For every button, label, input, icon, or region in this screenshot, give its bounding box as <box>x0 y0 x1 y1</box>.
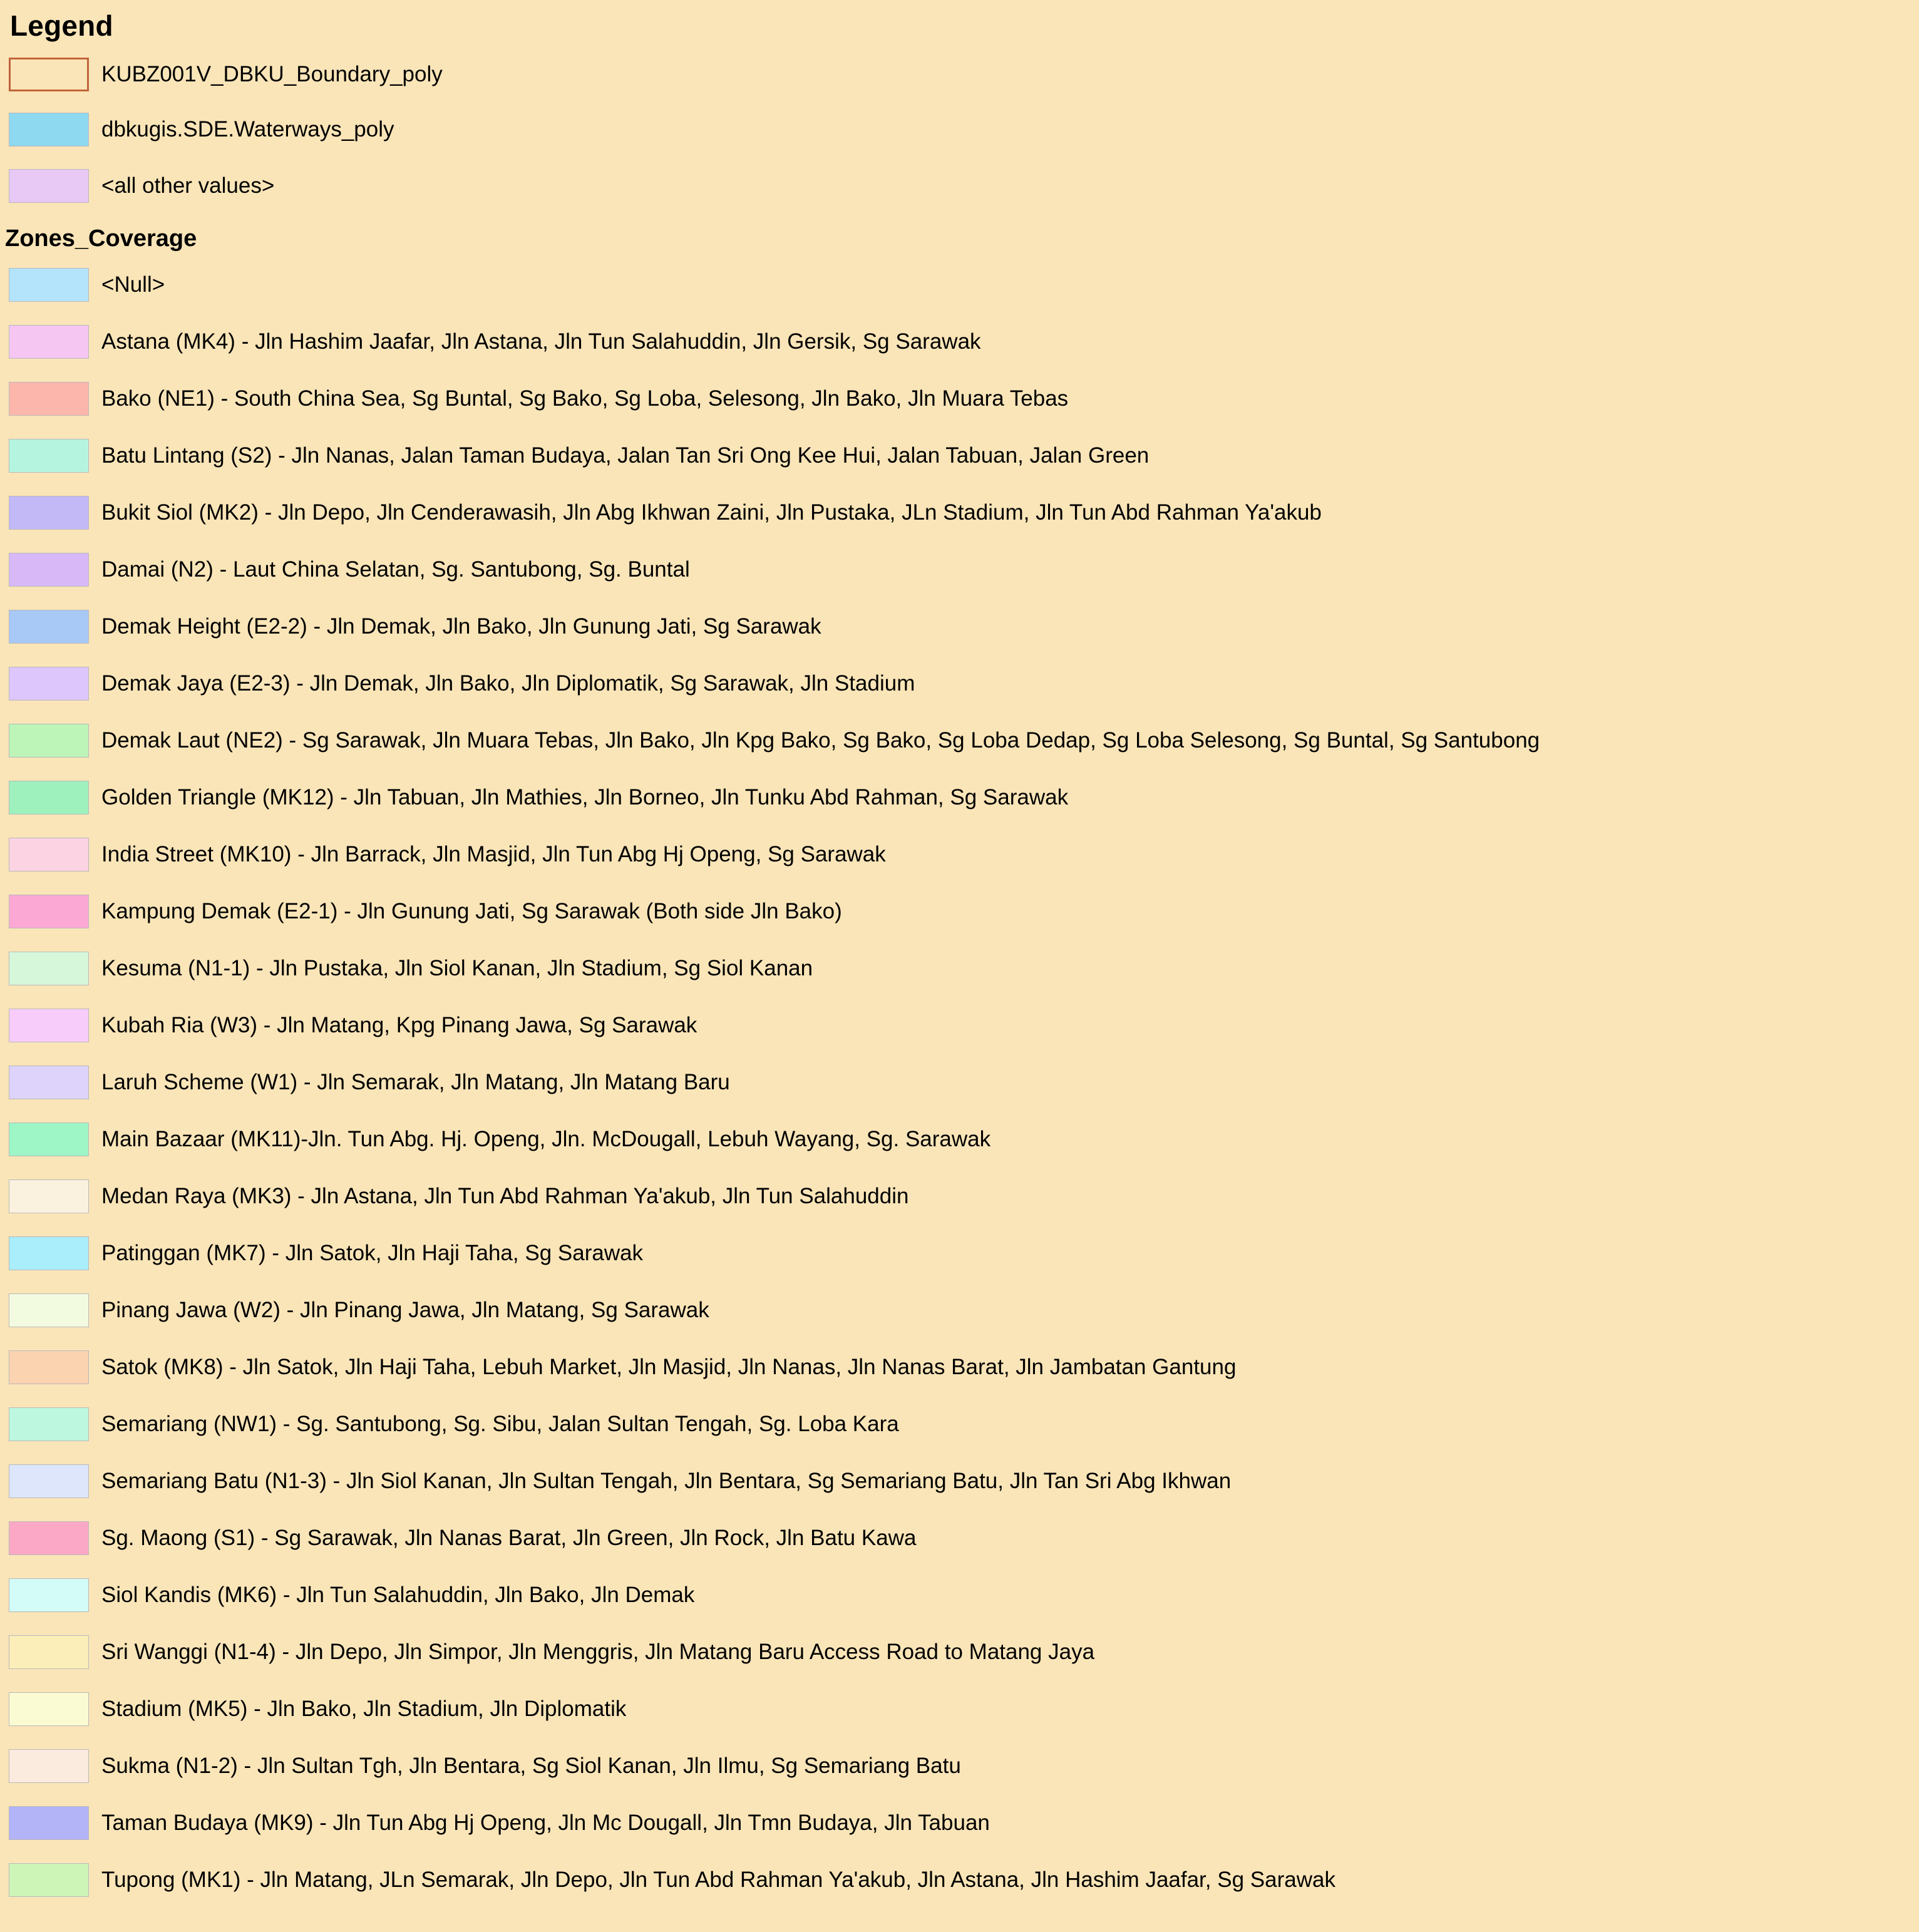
legend-item[interactable] <box>0 427 1919 484</box>
legend-item-label: Semariang (NW1) - Sg. Santubong, Sg. Sibu, Jalan Sultan Tengah, Sg. Loba Kara <box>101 1411 899 1436</box>
legend-item[interactable] <box>0 655 1919 712</box>
legend-swatch <box>9 1066 89 1099</box>
legend-swatch <box>9 1749 89 1783</box>
legend-item[interactable] <box>0 1851 1919 1908</box>
legend-swatch <box>9 1407 89 1441</box>
legend-swatch <box>9 268 89 302</box>
legend-item-label: Patinggan (MK7) - Jln Satok, Jln Haji Taha, Sg Sarawak <box>101 1240 644 1265</box>
legend-item-label: Sukma (N1-2) - Jln Sultan Tgh, Jln Bentara, Sg Siol Kanan, Jln Ilmu, Sg Semariang Batu <box>101 1753 961 1778</box>
legend-swatch <box>9 325 89 359</box>
legend-item-label: <all other values> <box>101 173 275 198</box>
legend-swatch <box>9 952 89 985</box>
legend-item-label: Demak Height (E2-2) - Jln Demak, Jln Bako, Jln Gunung Jati, Sg Sarawak <box>101 614 821 639</box>
legend-swatch <box>9 169 89 203</box>
legend-swatch <box>9 1009 89 1042</box>
legend-item[interactable] <box>0 1339 1919 1395</box>
legend-item[interactable] <box>0 1395 1919 1452</box>
legend-item-label: Laruh Scheme (W1) - Jln Semarak, Jln Matang, Jln Matang Baru <box>101 1069 730 1094</box>
legend-item[interactable] <box>0 484 1919 541</box>
legend-item[interactable] <box>0 940 1919 997</box>
legend-item[interactable] <box>0 598 1919 655</box>
legend-item-label: Astana (MK4) - Jln Hashim Jaafar, Jln Astana, Jln Tun Salahuddin, Jln Gersik, Sg Sarawak <box>101 329 981 354</box>
legend-item[interactable] <box>0 826 1919 883</box>
legend-swatch <box>9 1692 89 1726</box>
legend-item[interactable] <box>0 883 1919 940</box>
legend-item-label: Demak Laut (NE2) - Sg Sarawak, Jln Muara Tebas, Jln Bako, Jln Kpg Bako, Sg Bako, Sg Loba Dedap, Sg Loba Selesong, Sg Buntal, Sg Santubong <box>101 727 1540 753</box>
legend-item[interactable] <box>0 712 1919 769</box>
legend-item[interactable] <box>0 1054 1919 1111</box>
legend-swatch <box>9 724 89 758</box>
legend-item[interactable] <box>0 769 1919 826</box>
legend-swatch <box>9 781 89 814</box>
legend-item[interactable] <box>0 101 1919 158</box>
legend-item[interactable] <box>0 1168 1919 1225</box>
legend-item[interactable] <box>0 256 1919 313</box>
legend-item[interactable] <box>0 158 1919 214</box>
legend-swatch <box>9 1350 89 1384</box>
legend-item[interactable] <box>0 1452 1919 1509</box>
legend-item-label: Semariang Batu (N1-3) - Jln Siol Kanan, Jln Sultan Tengah, Jln Bentara, Sg Semariang Batu, Jln Tan Sri Abg Ikhwan <box>101 1468 1232 1493</box>
legend-item-label: Bako (NE1) - South China Sea, Sg Buntal, Sg Bako, Sg Loba, Selesong, Jln Bako, Jln Muara Tebas <box>101 386 1069 411</box>
legend-item-label: Tupong (MK1) - Jln Matang, JLn Semarak, Jln Depo, Jln Tun Abd Rahman Ya'akub, Jln Astana, Jln Hashim Jaafar, Sg Sarawak <box>101 1867 1335 1892</box>
legend-swatch <box>9 113 89 146</box>
legend-swatch <box>9 553 89 587</box>
legend-item-label: Kampung Demak (E2-1) - Jln Gunung Jati, Sg Sarawak (Both side Jln Bako) <box>101 898 842 923</box>
legend-swatch <box>9 895 89 928</box>
legend-top-items <box>0 48 1919 214</box>
legend-item-label: Kubah Ria (W3) - Jln Matang, Kpg Pinang Jawa, Sg Sarawak <box>101 1012 697 1037</box>
legend-swatch <box>9 610 89 644</box>
legend-swatch <box>9 1123 89 1156</box>
legend-item[interactable] <box>0 1282 1919 1339</box>
legend-item-label: Demak Jaya (E2-3) - Jln Demak, Jln Bako, Jln Diplomatik, Sg Sarawak, Jln Stadium <box>101 671 915 696</box>
legend-item-label: dbkugis.SDE.Waterways_poly <box>101 117 394 141</box>
legend-swatch <box>9 1179 89 1213</box>
legend-swatch <box>9 496 89 530</box>
legend-item[interactable] <box>0 313 1919 370</box>
zones-coverage-group-title: Zones_Coverage <box>5 225 197 252</box>
legend-item[interactable] <box>0 1794 1919 1851</box>
legend-swatch <box>9 1236 89 1270</box>
legend-title: Legend <box>10 9 113 42</box>
legend-swatch <box>9 58 89 91</box>
legend-item-label: Pinang Jawa (W2) - Jln Pinang Jawa, Jln Matang, Sg Sarawak <box>101 1297 709 1322</box>
legend-item-label: Kesuma (N1-1) - Jln Pustaka, Jln Siol Kanan, Jln Stadium, Sg Siol Kanan <box>101 955 813 980</box>
legend-swatch <box>9 1464 89 1498</box>
legend-item-label: Siol Kandis (MK6) - Jln Tun Salahuddin, Jln Bako, Jln Demak <box>101 1582 695 1607</box>
legend-item[interactable] <box>0 1623 1919 1680</box>
legend-item-label: Taman Budaya (MK9) - Jln Tun Abg Hj Openg, Jln Mc Dougall, Jln Tmn Budaya, Jln Tabuan <box>101 1810 990 1835</box>
legend-item[interactable] <box>0 1566 1919 1623</box>
legend-item[interactable] <box>0 1111 1919 1168</box>
legend-item[interactable] <box>0 48 1919 101</box>
legend-swatch <box>9 382 89 416</box>
legend-swatch <box>9 1293 89 1327</box>
legend-item-label: India Street (MK10) - Jln Barrack, Jln Masjid, Jln Tun Abg Hj Openg, Sg Sarawak <box>101 841 886 866</box>
legend-swatch <box>9 1806 89 1840</box>
legend-item[interactable] <box>0 1225 1919 1282</box>
legend-item-label: Sri Wanggi (N1-4) - Jln Depo, Jln Simpor, Jln Menggris, Jln Matang Baru Access Road to Matang Jaya <box>101 1639 1095 1664</box>
legend-item[interactable] <box>0 1509 1919 1566</box>
legend-item-label: KUBZ001V_DBKU_Boundary_poly <box>101 62 443 86</box>
legend-swatch <box>9 439 89 473</box>
legend-item[interactable] <box>0 1737 1919 1794</box>
legend-swatch <box>9 1863 89 1897</box>
legend-item-label: Stadium (MK5) - Jln Bako, Jln Stadium, Jln Diplomatik <box>101 1696 627 1721</box>
legend-item-label: Batu Lintang (S2) - Jln Nanas, Jalan Taman Budaya, Jalan Tan Sri Ong Kee Hui, Jalan Tabuan, Jalan Green <box>101 443 1150 468</box>
zones-coverage-items <box>0 256 1919 1908</box>
legend-swatch <box>9 1521 89 1555</box>
legend-item[interactable] <box>0 541 1919 598</box>
legend-item[interactable] <box>0 997 1919 1054</box>
legend-item-label: Medan Raya (MK3) - Jln Astana, Jln Tun Abd Rahman Ya'akub, Jln Tun Salahuddin <box>101 1183 909 1208</box>
legend-swatch <box>9 838 89 871</box>
legend-swatch <box>9 667 89 701</box>
legend-panel <box>0 9 1919 1908</box>
legend-item-label: <Null> <box>101 272 165 297</box>
legend-swatch <box>9 1635 89 1669</box>
legend-item-label: Satok (MK8) - Jln Satok, Jln Haji Taha, Lebuh Market, Jln Masjid, Jln Nanas, Jln Nanas Barat, Jln Jambatan Gantung <box>101 1354 1237 1379</box>
legend-item-label: Golden Triangle (MK12) - Jln Tabuan, Jln Mathies, Jln Borneo, Jln Tunku Abd Rahman, Sg Sarawak <box>101 784 1069 809</box>
legend-item-label: Sg. Maong (S1) - Sg Sarawak, Jln Nanas Barat, Jln Green, Jln Rock, Jln Batu Kawa <box>101 1525 917 1550</box>
legend-item-label: Main Bazaar (MK11)-Jln. Tun Abg. Hj. Openg, Jln. McDougall, Lebuh Wayang, Sg. Sarawak <box>101 1126 991 1151</box>
legend-item-label: Damai (N2) - Laut China Selatan, Sg. Santubong, Sg. Buntal <box>101 557 690 582</box>
legend-item[interactable] <box>0 370 1919 427</box>
legend-item-label: Bukit Siol (MK2) - Jln Depo, Jln Cenderawasih, Jln Abg Ikhwan Zaini, Jln Pustaka, JLn Stadium, Jln Tun Abd Rahman Ya'akub <box>101 500 1322 525</box>
legend-swatch <box>9 1578 89 1612</box>
legend-item[interactable] <box>0 1680 1919 1737</box>
